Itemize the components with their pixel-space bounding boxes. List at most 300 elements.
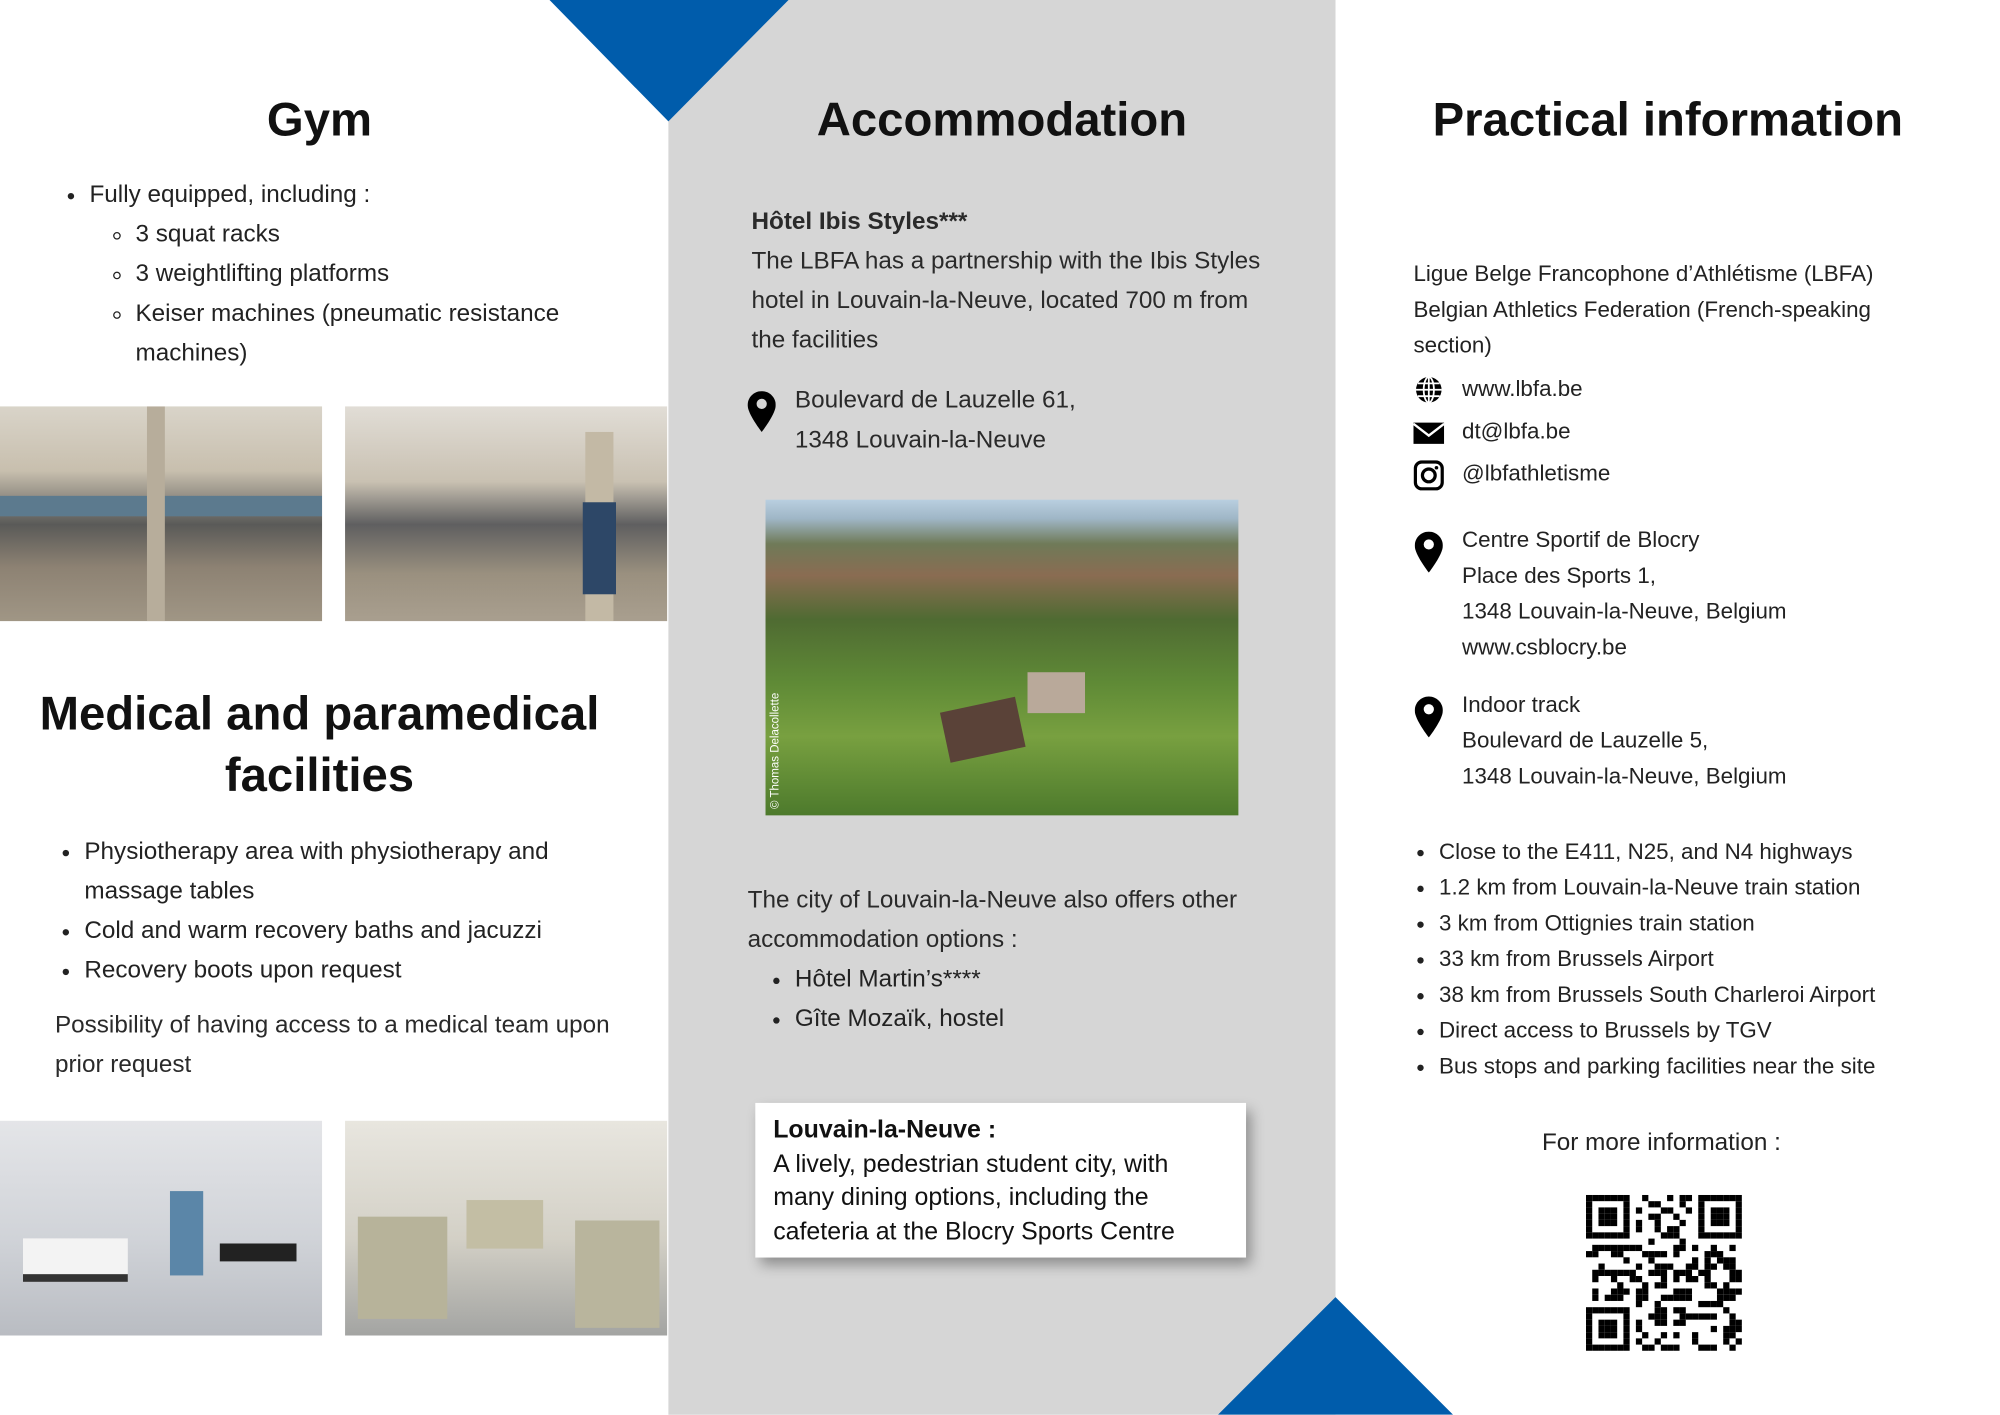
- qr-module: [1611, 1214, 1617, 1220]
- qr-module: [1642, 1288, 1648, 1294]
- gym-list: [61, 175, 649, 373]
- qr-module: [1655, 1282, 1661, 1288]
- qr-module: [1717, 1232, 1723, 1238]
- instagram-icon: [1413, 455, 1444, 491]
- qr-module: [1592, 1307, 1598, 1313]
- qr-module: [1605, 1207, 1611, 1213]
- qr-module: [1611, 1332, 1617, 1338]
- qr-module: [1623, 1257, 1629, 1263]
- qr-module: [1698, 1313, 1704, 1319]
- qr-module: [1605, 1320, 1611, 1326]
- qr-module: [1586, 1214, 1592, 1220]
- qr-module: [1704, 1276, 1710, 1282]
- qr-module: [1623, 1332, 1629, 1338]
- qr-module: [1642, 1332, 1648, 1338]
- qr-module: [1717, 1257, 1723, 1263]
- qr-module: [1586, 1345, 1592, 1351]
- qr-module: [1598, 1207, 1604, 1213]
- qr-module: [1598, 1214, 1604, 1220]
- qr-module: [1592, 1295, 1598, 1301]
- qr-module: [1617, 1345, 1623, 1351]
- qr-module: [1698, 1201, 1704, 1207]
- qr-module: [1611, 1195, 1617, 1201]
- qr-module: [1704, 1195, 1710, 1201]
- qr-module: [1692, 1332, 1698, 1338]
- qr-module: [1636, 1276, 1642, 1282]
- qr-module: [1680, 1295, 1686, 1301]
- qr-module: [1704, 1313, 1710, 1319]
- qr-module: [1648, 1251, 1654, 1257]
- qr-module: [1698, 1226, 1704, 1232]
- qr-module: [1736, 1270, 1742, 1276]
- qr-module: [1636, 1338, 1642, 1344]
- qr-module: [1723, 1307, 1729, 1313]
- mail-icon: [1413, 413, 1444, 445]
- qr-module: [1661, 1282, 1667, 1288]
- hotel-address: [746, 381, 1075, 460]
- qr-module: [1723, 1207, 1729, 1213]
- qr-module: [1729, 1332, 1735, 1338]
- qr-module: [1623, 1338, 1629, 1344]
- qr-module: [1698, 1301, 1704, 1307]
- gym-photo-1: [0, 406, 322, 621]
- qr-module: [1673, 1232, 1679, 1238]
- qr-module: [1586, 1251, 1592, 1257]
- qr-module: [1673, 1226, 1679, 1232]
- qr-module: [1711, 1326, 1717, 1332]
- qr-module: [1636, 1226, 1642, 1232]
- qr-module: [1729, 1257, 1735, 1263]
- qr-module: [1673, 1251, 1679, 1257]
- qr-module: [1623, 1326, 1629, 1332]
- blocry-website-link[interactable]: www.csblocry.be: [1462, 633, 1627, 660]
- qr-module: [1667, 1345, 1673, 1351]
- gym-photo-2: [345, 406, 667, 621]
- contact-website[interactable]: www.lbfa.be: [1413, 371, 1610, 413]
- qr-module: [1611, 1345, 1617, 1351]
- qr-module: [1723, 1195, 1729, 1201]
- qr-module: [1667, 1264, 1673, 1270]
- qr-module: [1655, 1264, 1661, 1270]
- qr-module: [1711, 1220, 1717, 1226]
- qr-module: [1667, 1207, 1673, 1213]
- qr-module: [1711, 1232, 1717, 1238]
- qr-module: [1704, 1282, 1710, 1288]
- qr-module: [1698, 1232, 1704, 1238]
- qr-module: [1692, 1313, 1698, 1319]
- qr-module: [1736, 1201, 1742, 1207]
- practical-title: Practical information: [1432, 93, 1903, 146]
- callout-text: A lively, pedestrian student city, with many dining options, including the cafeteria at the Blocry Sports Centre: [773, 1149, 1175, 1246]
- qr-module: [1680, 1220, 1686, 1226]
- qr-module: [1605, 1307, 1611, 1313]
- hotel-description: The LBFA has a partnership with the Ibis Styles hotel in Louvain-la-Neuve, located 700 m from the facilities: [751, 247, 1261, 355]
- qr-module: [1661, 1276, 1667, 1282]
- qr-module: [1692, 1276, 1698, 1282]
- qr-module: [1586, 1195, 1592, 1201]
- list-item: • Physiotherapy area with physiotherapy and massage tables: [84, 832, 644, 911]
- accommodation-title: Accommodation: [816, 93, 1188, 146]
- qr-module: [1717, 1195, 1723, 1201]
- qr-module: [1680, 1270, 1686, 1276]
- qr-module: [1648, 1257, 1654, 1263]
- qr-module: [1648, 1345, 1654, 1351]
- qr-module: [1661, 1251, 1667, 1257]
- qr-module: [1586, 1313, 1592, 1319]
- qr-module: [1717, 1207, 1723, 1213]
- qr-module: [1723, 1288, 1729, 1294]
- qr-module: [1686, 1270, 1692, 1276]
- qr-module: [1598, 1320, 1604, 1326]
- qr-module: [1617, 1307, 1623, 1313]
- qr-module: [1661, 1345, 1667, 1351]
- qr-module: [1673, 1276, 1679, 1282]
- qr-module: [1655, 1226, 1661, 1232]
- qr-module: [1605, 1195, 1611, 1201]
- other-accommodation-list: [767, 960, 1004, 1039]
- qr-module: [1655, 1301, 1661, 1307]
- qr-module: [1711, 1301, 1717, 1307]
- qr-module: [1692, 1257, 1698, 1263]
- medical-note: Possibility of having access to a medical team upon prior request: [54, 1012, 610, 1079]
- qr-module: [1667, 1232, 1673, 1238]
- qr-module: [1598, 1307, 1604, 1313]
- qr-module: [1598, 1220, 1604, 1226]
- qr-module: [1636, 1288, 1642, 1294]
- qr-module: [1723, 1264, 1729, 1270]
- list-item: • Direct access to Brussels by TGV: [1439, 1012, 1973, 1048]
- qr-module: [1698, 1270, 1704, 1276]
- qr-module: [1736, 1195, 1742, 1201]
- qr-module: [1586, 1226, 1592, 1232]
- qr-module: [1704, 1345, 1710, 1351]
- qr-module: [1605, 1295, 1611, 1301]
- qr-module: [1611, 1220, 1617, 1226]
- qr-module: [1736, 1207, 1742, 1213]
- qr-module: [1605, 1326, 1611, 1332]
- address-line: Boulevard de Lauzelle 61,: [794, 387, 1076, 415]
- qr-module: [1623, 1313, 1629, 1319]
- qr-module: [1592, 1251, 1598, 1257]
- qr-module: [1648, 1270, 1654, 1276]
- qr-module: [1636, 1301, 1642, 1307]
- qr-module: [1592, 1232, 1598, 1238]
- qr-module: [1636, 1264, 1642, 1270]
- qr-module: [1673, 1345, 1679, 1351]
- bottom-blue-triangle: [1218, 1297, 1453, 1415]
- other-accommodation-intro: The city of Louvain-la-Neuve also offers other accommodation options :: [747, 886, 1238, 954]
- qr-module: [1667, 1226, 1673, 1232]
- qr-module: [1617, 1251, 1623, 1257]
- photo-credit: © Thomas Delacollette: [768, 692, 781, 809]
- qr-module: [1598, 1264, 1604, 1270]
- list-item: • 3 km from Ottignies train station: [1439, 905, 1973, 941]
- qr-module: [1698, 1195, 1704, 1201]
- qr-module: [1711, 1245, 1717, 1251]
- qr-module: [1636, 1245, 1642, 1251]
- qr-module: [1729, 1270, 1735, 1276]
- contact-list: [1413, 371, 1610, 498]
- qr-module: [1661, 1232, 1667, 1238]
- qr-module: [1592, 1245, 1598, 1251]
- qr-module: [1642, 1345, 1648, 1351]
- list-item: ◦ Keiser machines (pneumatic resistance machines): [135, 294, 649, 373]
- qr-module: [1648, 1313, 1654, 1319]
- qr-module: [1623, 1245, 1629, 1251]
- organization-name: Ligue Belge Francophone d’Athlétisme (LBFA) Belgian Athletics Federation (French-speaking section): [1413, 260, 1874, 358]
- qr-module: [1661, 1313, 1667, 1319]
- qr-module: [1661, 1264, 1667, 1270]
- qr-module: [1636, 1220, 1642, 1226]
- qr-module: [1661, 1270, 1667, 1276]
- qr-module: [1655, 1214, 1661, 1220]
- list-item: • 33 km from Brussels Airport: [1439, 941, 1973, 977]
- qr-module: [1661, 1307, 1667, 1313]
- qr-module: [1723, 1257, 1729, 1263]
- qr-module: [1673, 1245, 1679, 1251]
- qr-module: [1729, 1276, 1735, 1282]
- qr-module: [1736, 1320, 1742, 1326]
- qr-module: [1655, 1320, 1661, 1326]
- qr-module: [1680, 1245, 1686, 1251]
- qr-module: [1630, 1276, 1636, 1282]
- qr-module: [1686, 1207, 1692, 1213]
- qr-module: [1698, 1214, 1704, 1220]
- qr-module: [1623, 1288, 1629, 1294]
- qr-module: [1611, 1270, 1617, 1276]
- qr-module: [1673, 1332, 1679, 1338]
- qr-module: [1617, 1270, 1623, 1276]
- qr-module: [1711, 1251, 1717, 1257]
- qr-module: [1673, 1270, 1679, 1276]
- qr-module: [1655, 1220, 1661, 1226]
- qr-module: [1723, 1214, 1729, 1220]
- qr-module: [1598, 1195, 1604, 1201]
- list-item: ◦ 3 squat racks: [135, 215, 649, 255]
- qr-module: [1611, 1276, 1617, 1282]
- qr-module: [1729, 1195, 1735, 1201]
- qr-module: [1586, 1207, 1592, 1213]
- qr-module: [1630, 1245, 1636, 1251]
- qr-module: [1611, 1320, 1617, 1326]
- qr-module: [1680, 1288, 1686, 1294]
- qr-module: [1723, 1295, 1729, 1301]
- qr-module: [1723, 1326, 1729, 1332]
- list-item: • Hôtel Martin’s****: [795, 960, 1004, 1000]
- qr-module: [1655, 1338, 1661, 1344]
- qr-module: [1686, 1288, 1692, 1294]
- qr-module: [1704, 1257, 1710, 1263]
- list-item: • Fully equipped, including : ◦ 3 squat racks ◦ 3 weightlifting platforms ◦ Keiser machines (pneumatic resistance machines): [89, 175, 649, 373]
- qr-module: [1704, 1232, 1710, 1238]
- qr-module: [1698, 1207, 1704, 1213]
- qr-module: [1605, 1270, 1611, 1276]
- qr-module: [1717, 1295, 1723, 1301]
- qr-module: [1611, 1251, 1617, 1257]
- qr-module: [1704, 1301, 1710, 1307]
- qr-module: [1711, 1207, 1717, 1213]
- qr-module: [1692, 1338, 1698, 1344]
- qr-module: [1586, 1232, 1592, 1238]
- qr-module: [1686, 1276, 1692, 1282]
- qr-module: [1636, 1326, 1642, 1332]
- qr-module: [1729, 1245, 1735, 1251]
- qr-module: [1623, 1226, 1629, 1232]
- gym-title: Gym: [266, 93, 373, 146]
- qr-module: [1673, 1307, 1679, 1313]
- qr-module: [1642, 1251, 1648, 1257]
- qr-module: [1655, 1307, 1661, 1313]
- map-pin-icon: [746, 381, 777, 432]
- qr-code[interactable]: [1586, 1195, 1742, 1351]
- more-info-label: For more information :: [1541, 1129, 1781, 1157]
- qr-module: [1698, 1220, 1704, 1226]
- qr-module: [1729, 1288, 1735, 1294]
- qr-module: [1736, 1232, 1742, 1238]
- qr-module: [1736, 1214, 1742, 1220]
- louvain-aerial-photo: [766, 500, 1239, 816]
- qr-module: [1586, 1201, 1592, 1207]
- qr-module: [1723, 1332, 1729, 1338]
- qr-module: [1586, 1338, 1592, 1344]
- qr-module: [1673, 1214, 1679, 1220]
- qr-module: [1623, 1220, 1629, 1226]
- hotel-name: Hôtel Ibis Styles***: [751, 208, 968, 236]
- qr-module: [1648, 1214, 1654, 1220]
- qr-module: [1655, 1270, 1661, 1276]
- qr-module: [1611, 1307, 1617, 1313]
- qr-module: [1623, 1214, 1629, 1220]
- qr-module: [1605, 1220, 1611, 1226]
- location-indoor-track: Indoor track Boulevard de Lauzelle 5, 1348 Louvain-la-Neuve, Belgium: [1413, 686, 1786, 793]
- qr-module: [1623, 1201, 1629, 1207]
- access-list: [1411, 833, 1973, 1083]
- qr-module: [1586, 1320, 1592, 1326]
- qr-module: [1723, 1338, 1729, 1344]
- qr-module: [1680, 1320, 1686, 1326]
- qr-module: [1586, 1220, 1592, 1226]
- qr-module: [1642, 1282, 1648, 1288]
- list-item: • Gîte Mozaïk, hostel: [795, 999, 1004, 1039]
- contact-instagram[interactable]: @lbfathletisme: [1413, 455, 1610, 497]
- contact-email[interactable]: dt@lbfa.be: [1413, 413, 1610, 455]
- qr-module: [1623, 1232, 1629, 1238]
- qr-module: [1680, 1307, 1686, 1313]
- list-item: • Bus stops and parking facilities near the site: [1439, 1048, 1973, 1084]
- qr-module: [1636, 1207, 1642, 1213]
- qr-module: [1611, 1326, 1617, 1332]
- qr-module: [1717, 1301, 1723, 1307]
- location-blocry: Centre Sportif de Blocry Place des Sports 1, 1348 Louvain-la-Neuve, Belgium www.csblocry.be: [1413, 521, 1786, 664]
- qr-module: [1729, 1232, 1735, 1238]
- list-item: • Cold and warm recovery baths and jacuzzi: [84, 911, 644, 951]
- qr-module: [1623, 1195, 1629, 1201]
- qr-module: [1686, 1264, 1692, 1270]
- qr-module: [1667, 1195, 1673, 1201]
- qr-module: [1661, 1207, 1667, 1213]
- qr-module: [1661, 1332, 1667, 1338]
- qr-module: [1686, 1313, 1692, 1319]
- qr-module: [1680, 1195, 1686, 1201]
- qr-module: [1592, 1345, 1598, 1351]
- list-item: • Recovery boots upon request: [84, 951, 644, 991]
- qr-module: [1617, 1245, 1623, 1251]
- qr-module: [1680, 1201, 1686, 1207]
- qr-module: [1729, 1320, 1735, 1326]
- qr-module: [1586, 1326, 1592, 1332]
- qr-module: [1586, 1307, 1592, 1313]
- qr-module: [1673, 1288, 1679, 1294]
- qr-module: [1736, 1226, 1742, 1232]
- qr-module: [1711, 1282, 1717, 1288]
- qr-module: [1623, 1307, 1629, 1313]
- qr-module: [1723, 1232, 1729, 1238]
- qr-module: [1673, 1295, 1679, 1301]
- qr-module: [1605, 1345, 1611, 1351]
- qr-module: [1711, 1345, 1717, 1351]
- qr-module: [1598, 1345, 1604, 1351]
- qr-module: [1605, 1232, 1611, 1238]
- list-item: • 38 km from Brussels South Charleroi Airport: [1439, 976, 1973, 1012]
- qr-module: [1686, 1195, 1692, 1201]
- qr-module: [1598, 1245, 1604, 1251]
- hotel-block: [751, 202, 1262, 360]
- qr-module: [1704, 1251, 1710, 1257]
- qr-module: [1598, 1332, 1604, 1338]
- medical-photo-1: [0, 1121, 322, 1336]
- qr-module: [1648, 1201, 1654, 1207]
- qr-module: [1655, 1313, 1661, 1319]
- qr-module: [1704, 1264, 1710, 1270]
- qr-module: [1623, 1207, 1629, 1213]
- qr-module: [1592, 1276, 1598, 1282]
- qr-module: [1623, 1320, 1629, 1326]
- qr-module: [1617, 1288, 1623, 1294]
- qr-module: [1692, 1245, 1698, 1251]
- qr-module: [1723, 1220, 1729, 1226]
- globe-icon: [1413, 371, 1444, 404]
- qr-module: [1736, 1288, 1742, 1294]
- qr-module: [1623, 1345, 1629, 1351]
- qr-module: [1736, 1338, 1742, 1344]
- qr-module: [1611, 1295, 1617, 1301]
- qr-module: [1680, 1313, 1686, 1319]
- address-line: 1348 Louvain-la-Neuve: [794, 426, 1047, 454]
- qr-module: [1592, 1270, 1598, 1276]
- qr-module: [1636, 1320, 1642, 1326]
- map-pin-icon: [1413, 686, 1444, 737]
- qr-module: [1655, 1251, 1661, 1257]
- list-item: ◦ 3 weightlifting platforms: [135, 254, 649, 294]
- list-item: • 1.2 km from Louvain-la-Neuve train station: [1439, 869, 1973, 905]
- qr-module: [1736, 1276, 1742, 1282]
- qr-module: [1598, 1326, 1604, 1332]
- qr-module: [1736, 1220, 1742, 1226]
- medical-title: Medical and paramedical facilities: [39, 687, 600, 802]
- qr-module: [1729, 1345, 1735, 1351]
- qr-module: [1605, 1214, 1611, 1220]
- qr-module: [1617, 1232, 1623, 1238]
- qr-module: [1586, 1332, 1592, 1338]
- qr-module: [1617, 1195, 1623, 1201]
- qr-module: [1592, 1288, 1598, 1294]
- qr-module: [1623, 1270, 1629, 1276]
- qr-module: [1717, 1251, 1723, 1257]
- qr-module: [1698, 1345, 1704, 1351]
- list-item: • Close to the E411, N25, and N4 highways: [1439, 833, 1973, 869]
- qr-module: [1723, 1282, 1729, 1288]
- qr-module: [1630, 1270, 1636, 1276]
